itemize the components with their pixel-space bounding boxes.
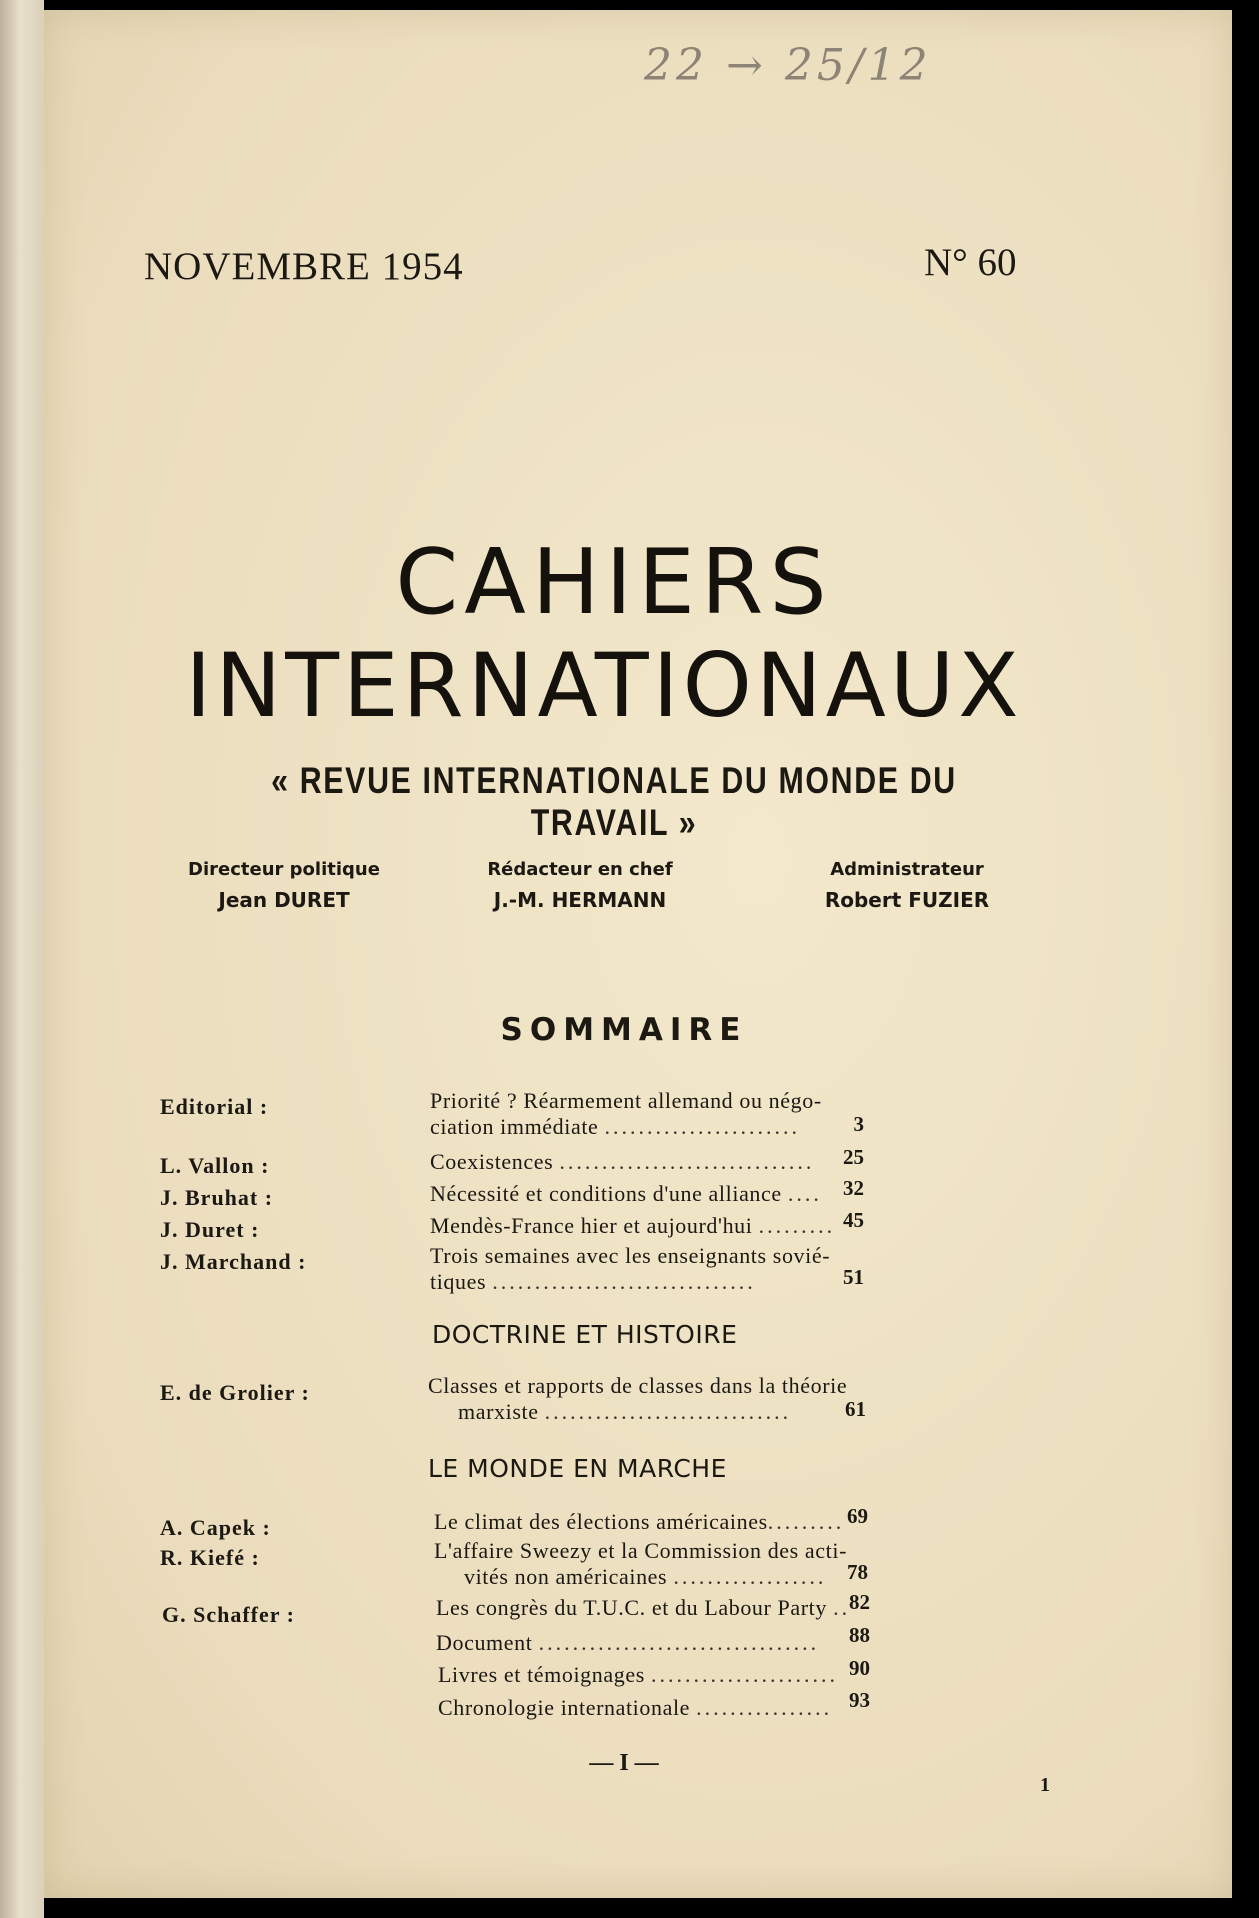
toc-entry	[430, 1243, 970, 1295]
toc-page: 93	[849, 1688, 870, 1712]
toc-title: Le climat des élections américaines	[434, 1509, 768, 1534]
toc-entry	[436, 1630, 976, 1656]
journal-title-line2: INTERNATIONAUX	[185, 634, 1023, 737]
leader-dots: ................	[696, 1695, 833, 1720]
toc-title: Priorité ? Réarmement allemand ou négo-	[430, 1088, 822, 1113]
toc-title-cont: vités non américaines	[464, 1564, 668, 1589]
toc-author: A. Capek :	[160, 1515, 271, 1540]
section-heading-doctrine: DOCTRINE ET HISTOIRE	[432, 1320, 738, 1349]
toc-entry	[434, 1538, 974, 1590]
toc-title: Mendès-France hier et aujourd'hui	[430, 1213, 753, 1238]
table-of-contents	[44, 10, 1232, 1898]
journal-subtitle: « REVUE INTERNATIONALE DU MONDE DU TRAVAIL »	[271, 760, 957, 843]
staff-name: J.-M. HERMANN	[493, 888, 667, 912]
leader-dots: .............................	[544, 1399, 792, 1424]
leader-dots: .........	[758, 1213, 836, 1238]
toc-entry	[430, 1149, 970, 1175]
staff-role: Rédacteur en chef	[487, 859, 673, 880]
issue-number: N° 60	[924, 241, 1017, 284]
staff-name: Jean DURET	[218, 888, 350, 912]
toc-page: 51	[843, 1265, 864, 1289]
leader-dots: ..............................	[559, 1149, 815, 1174]
issue-date: NOVEMBRE 1954	[144, 245, 464, 288]
toc-title: Coexistences	[430, 1149, 554, 1174]
toc-title: Classes et rapports de classes dans la théorie	[428, 1373, 848, 1398]
leader-dots: .................................	[538, 1630, 820, 1655]
binding-spine	[0, 0, 44, 1918]
toc-author: Editorial :	[160, 1094, 269, 1119]
toc-page: 69	[847, 1504, 868, 1528]
toc-page: 25	[843, 1145, 864, 1169]
toc-title: L'affaire Sweezy et la Commission des acti-	[434, 1538, 848, 1563]
toc-title-cont: tiques	[430, 1269, 487, 1294]
toc-title: Livres et témoignages	[438, 1662, 645, 1687]
toc-entry	[438, 1662, 978, 1688]
toc-author: J. Bruhat :	[160, 1185, 274, 1210]
staff-role: Administrateur	[830, 859, 984, 880]
leader-dots: ....	[787, 1181, 822, 1206]
toc-entry	[438, 1695, 978, 1721]
folio-marker: — I —	[589, 1750, 659, 1776]
leader-dots: .........	[767, 1509, 845, 1534]
toc-entry	[436, 1595, 976, 1621]
toc-entry	[430, 1088, 970, 1140]
toc-page: 32	[843, 1176, 864, 1200]
toc-entry	[428, 1373, 988, 1425]
staff-role: Directeur politique	[188, 859, 380, 880]
toc-title: Les congrès du T.U.C. et du Labour Party	[436, 1595, 827, 1620]
toc-page: 45	[843, 1208, 864, 1232]
section-heading-monde: LE MONDE EN MARCHE	[428, 1454, 727, 1483]
leader-dots: ..................	[673, 1564, 827, 1589]
leader-dots: ..	[833, 1595, 851, 1620]
staff-name: Robert FUZIER	[824, 888, 990, 912]
toc-author: E. de Grolier :	[160, 1380, 310, 1405]
toc-page: 61	[845, 1397, 866, 1421]
journal-title-line1: CAHIERS	[395, 530, 833, 635]
toc-author: J. Marchand :	[160, 1249, 307, 1274]
toc-entry	[430, 1181, 970, 1207]
toc-title-cont: ciation immédiate	[430, 1114, 599, 1139]
toc-author: G. Schaffer :	[162, 1602, 295, 1627]
toc-entry	[430, 1213, 970, 1239]
leader-dots: .......................	[604, 1114, 801, 1139]
toc-title: Chronologie internationale	[438, 1695, 691, 1720]
contents-heading: SOMMAIRE	[500, 1012, 748, 1048]
toc-author: R. Kiefé :	[160, 1545, 260, 1570]
toc-page: 90	[849, 1656, 870, 1680]
toc-author: L. Vallon :	[160, 1153, 270, 1178]
page-number: 1	[1040, 1774, 1050, 1796]
toc-page: 3	[853, 1112, 864, 1136]
document-page	[44, 10, 1232, 1898]
toc-page: 78	[847, 1560, 868, 1584]
toc-title: Trois semaines avec les enseignants sovié-	[430, 1243, 831, 1268]
leader-dots: ...............................	[492, 1269, 756, 1294]
toc-title: Nécessité et conditions d'une alliance	[430, 1181, 782, 1206]
toc-entry	[434, 1509, 974, 1535]
handwritten-note: 22 → 25/12	[644, 40, 932, 91]
leader-dots: ......................	[650, 1662, 838, 1687]
toc-title: Document	[436, 1630, 533, 1655]
toc-title-cont: marxiste	[458, 1399, 539, 1424]
toc-page: 88	[849, 1623, 870, 1647]
toc-author: J. Duret :	[160, 1217, 260, 1242]
toc-page: 82	[849, 1590, 870, 1614]
